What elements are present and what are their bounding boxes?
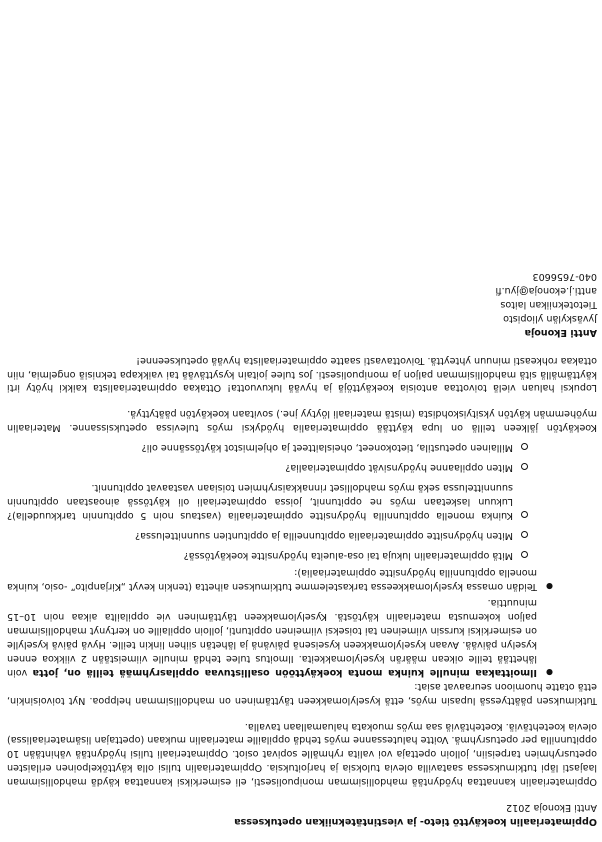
bullet-2-text: Teidän omassa kyselylomakkeessa tarkastelemme tutkimuksen aihetta (tenkin kevyt „Kirjanpito” -osio, kuinka monella oppitunnilla hyödynsitte oppimateriaalia): [7,567,537,593]
signature-name: Antti Ekonoja [524,326,597,338]
paragraph-4: Lopuksi haluan vielä toivottaa antoisia koekäyttöjä ja hyvää lukuvuotta! Ottakaa oppimateriaalista kaikki hyöty irti käyttämällä sitä mahdollisimman paljon ja monipuolisesti. Jos tulee joitain kysyttävää tai vaikkapa teknisiä ongelmia, niin ottakaa rohkeasti minuun yhteyttä. Toivottavasti saatte oppimateriaalista hyvää opetukseenne! [7,354,597,394]
paragraph-3: Koekäytön jälkeen teillä on lupa käyttää oppimateriaalia hyödyksi myös tulevissa opetuksissanne. Materiaalin myöhemmän käytön yksityiskohdista (mistä materiaali löytyy jne.) sovitaan koekäytön päätyttyä. [7,408,597,434]
author-year: Antti Ekonoja 2012 [506,802,597,814]
signature-email: antti.j.ekonoja@jyu.fi [495,285,597,296]
sub-list-item: Mitä oppimateriaalin lukuja tai osa-alueita hyödynsitte koekäytössä? [7,548,513,562]
paragraph-2-intro: Tutkimuksen päättyessä lupasin myös, että kyselylomakkeen täyttäminen on mahdollisimman helppoa. Nyt toivoisinkin, että otatte huomioon seuraavat asiat: [7,680,597,706]
instruction-list [7,440,597,679]
signature-department: Tietotekniikan laitos [500,298,597,310]
paragraph-1: Oppimateriaalin kannattaa hyödyntää mahdollisimman monipuolisesti, eli esimerkiksi kannattaa käydä mahdollisimman laajasti läpi tutkimuksessa saatavilla olevia tuloksia ja harjoituksia. Oppimateriaalin tulisi olla käyttökelpoinen erilaisten opetusryhmien tarpeisiin, jolloin opettaja voi valita ryhmälle sopivat osiot. Oppimateriaali tulisi hyödyntää vähintään 10 oppitunnilla per opetusryhmä. Voitte halutessanne myös tehdä oppilaille materiaalin mukaan (opettajan lisämateriaalissa) olevia koetehtäviä. Koetehtäviä saa myös muokata haluamallaan tavalla. [7,720,597,788]
signature-block [7,269,597,339]
sub-list-item: Miten oppilaanne hyödynsivät oppimateriaalia? [7,460,513,474]
document-body [7,269,597,828]
signature-phone: 040-7656603 [532,271,597,283]
list-item [7,440,537,593]
question-sublist [7,440,537,561]
list-item [7,595,537,678]
document-title: Oppimateriaalin koekäyttö tieto- ja viestintätekniikan opetuksessa [234,816,597,827]
bullet-1-bold-text: Ilmoittakaa minulle kuinka monta koekäyttöön osallistuvaa oppilasryhmää teillä on, jotta [32,666,537,678]
bullet-1-text: voin lähettää teille oikean määrän kyselylomakkeita. Ilmoitus tulee tehdä minulle viimeistään 2 viikkoa ennen kyselyn päivää. Avaan kyselylomakkeen kyseisenä päivänä ja lähetän siihen linkin teille. Hyvä päivä kyselylle on esimerkiksi kurssin viimeinen tai toiseksi viimeinen oppitunti, jolloin oppilaille on kertynyt mahdollisimman paljon kokemusta materiaalin käytöstä. Kyselylomakkeen täyttäminen vie oppilailta aikaa noin 10–15 minuuttia. [7,597,537,678]
sub-list-item: Kuinka monella oppitunnilla hyödynsitte oppimateriaalia (vastaus noin 5 oppitunnin tarkkuudella)? Lukuun lasketaan myös ne oppitunnit, joissa oppimateriaali oli käytössä ainoastaan oppitunnin suunnittelussa sekä myös mahdolliset rinnakkaisryhmien toisiaan vastaavat oppitunnit. [7,481,513,521]
signature-university: Jyväskylän yliopisto [503,312,597,324]
sub-list-item: Millainen opetustila, tietokoneet, oheislaitteet ja ohjelmistot käytössänne oli? [7,440,513,454]
sub-list-item: Miten hyödynsitte oppimateriaalia oppitunneilla ja oppituntien suunnittelussa? [7,528,513,542]
